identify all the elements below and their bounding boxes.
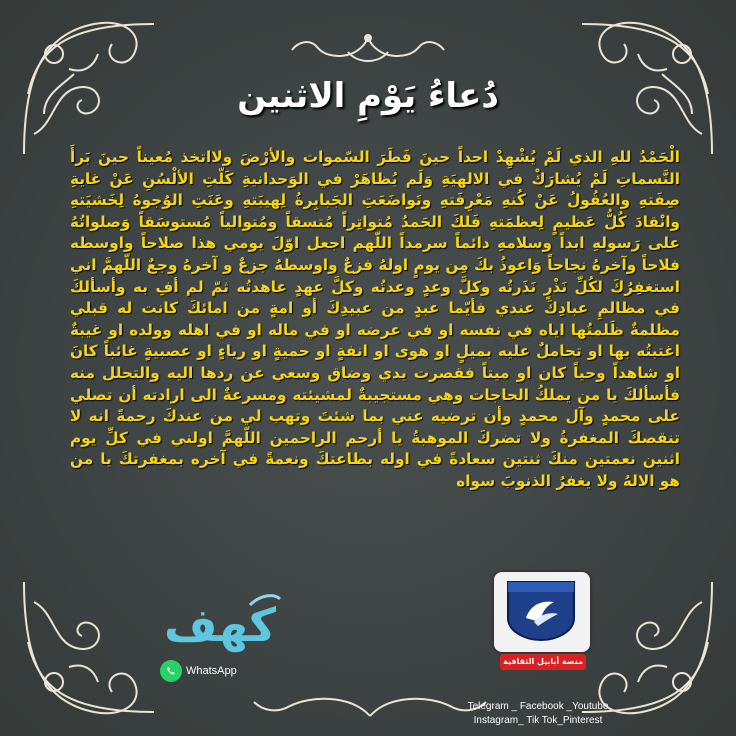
whatsapp-contact[interactable] <box>160 660 237 682</box>
whatsapp-icon <box>160 660 182 682</box>
kahf-logo-text: كهف <box>164 598 276 652</box>
social-line-2: Instagram_ Tik Tok_Pinterest <box>473 715 603 726</box>
page-title: دُعاءُ يَوْمِ الاثنين <box>237 76 499 116</box>
whatsapp-label: WhatsApp <box>186 665 237 677</box>
social-line-1: Telegram _ Facebook _Youtube <box>467 701 609 712</box>
corner-ornament-bottom-left <box>14 572 164 722</box>
badge-ribbon: منصة أبابيل الثقافية <box>500 654 586 670</box>
social-links <box>448 700 628 728</box>
bird-shield-icon <box>504 578 578 642</box>
prayer-text: الْحَمْدُ للهِ الذي لَمْ يُشْهِدْ احداً حينَ فَطَرَ السّموات والأرْضَ ولااتخذ مُعيناً حينَ بَرأَ النَّسماتِ لَمْ يُشارَكْ في الالهيَةِ وَلَم يُظاهَرْ في الوَحدانيةِ كَلّتِ الألْسُنِ عَنْ غايةِ صِفَتهِ والعُقُولُ عَنْ كُنهِ مَعْرِفَتهِ وتَواضَعَتِ الجَبابِرةُ لِهيبَتهِ وعَنَتِ الوُجوهُ لِخَشيَتهِ وانْقادَ كُلُّ عَظيمٍ لِعظمَتهِ فَلكَ الحَمدُ مُتواتِراً مُتسقاً ومُتوالياً مُستوسَقاً وَصلواتُهُ على رَسولهِ ابداً وسلامهِ دائماً سرمداً اللّهم اجعل اوّلَ يومي هذا صلاحاً واوسطه فلاحاً وآخرهُ نجاحاً وَاعوذُ بكَ مِن يومٍ اولهُ فزعٌ واوسطهُ جزعٌ و آخرهُ وجعٌ اللّهمَّ اني استغفِرُكَ لكُلِّ نَذْرٍ نَذَرتُه وكلَّ وعدٍ وعدتُه وكلَّ عهدٍ عاهدتُه ثمّ لم أفِ به وأسألكَ في مظالمِ عبادِكَ عندي فأيّما عبدٍ من عبيدِكَ أو امةٍ من امائكَ كانت له قبلي مظلمةٌ ظَلمتُها اياه في نفسه او في عرضه او في ماله او في اهله وولده او غيبةٌ اغتبتُه بها او تحاملٌ عليه بميلٍ او هوى او انفةٍ او حميةٍ او رياءٍ او عصبيةٍ غائباً كانَ او شاهداً وحياً كان او ميتاً فقصرت يدي وضاق وسعي عن ردها اليه والتحلل منه فأسألكَ يا من يملكُ الحاجات وهي مستجيبةٌ لمشيئته ومسرعةٌ الى ارادته أن تصلي على محمدٍ وآل محمدٍ وأن ترضيه عني بما شئتَ وتهب لي من عندكَ رحمةً انه لا تنقصكَ المغفرةُ ولا تضركَ الموهبةُ يا أرحم الراحمين اللّهمَّ اولني في كلِّ يوم اثنين نعمتين منكَ ثنتين سعادةً في اوله بطاعتكَ ونعمةً في آخره بمغفرتكَ يا من هو الالهُ ولا يغفرُ الذنوبَ سواه <box>70 148 680 490</box>
top-center-ornament <box>288 30 448 70</box>
platform-badge <box>490 562 594 680</box>
